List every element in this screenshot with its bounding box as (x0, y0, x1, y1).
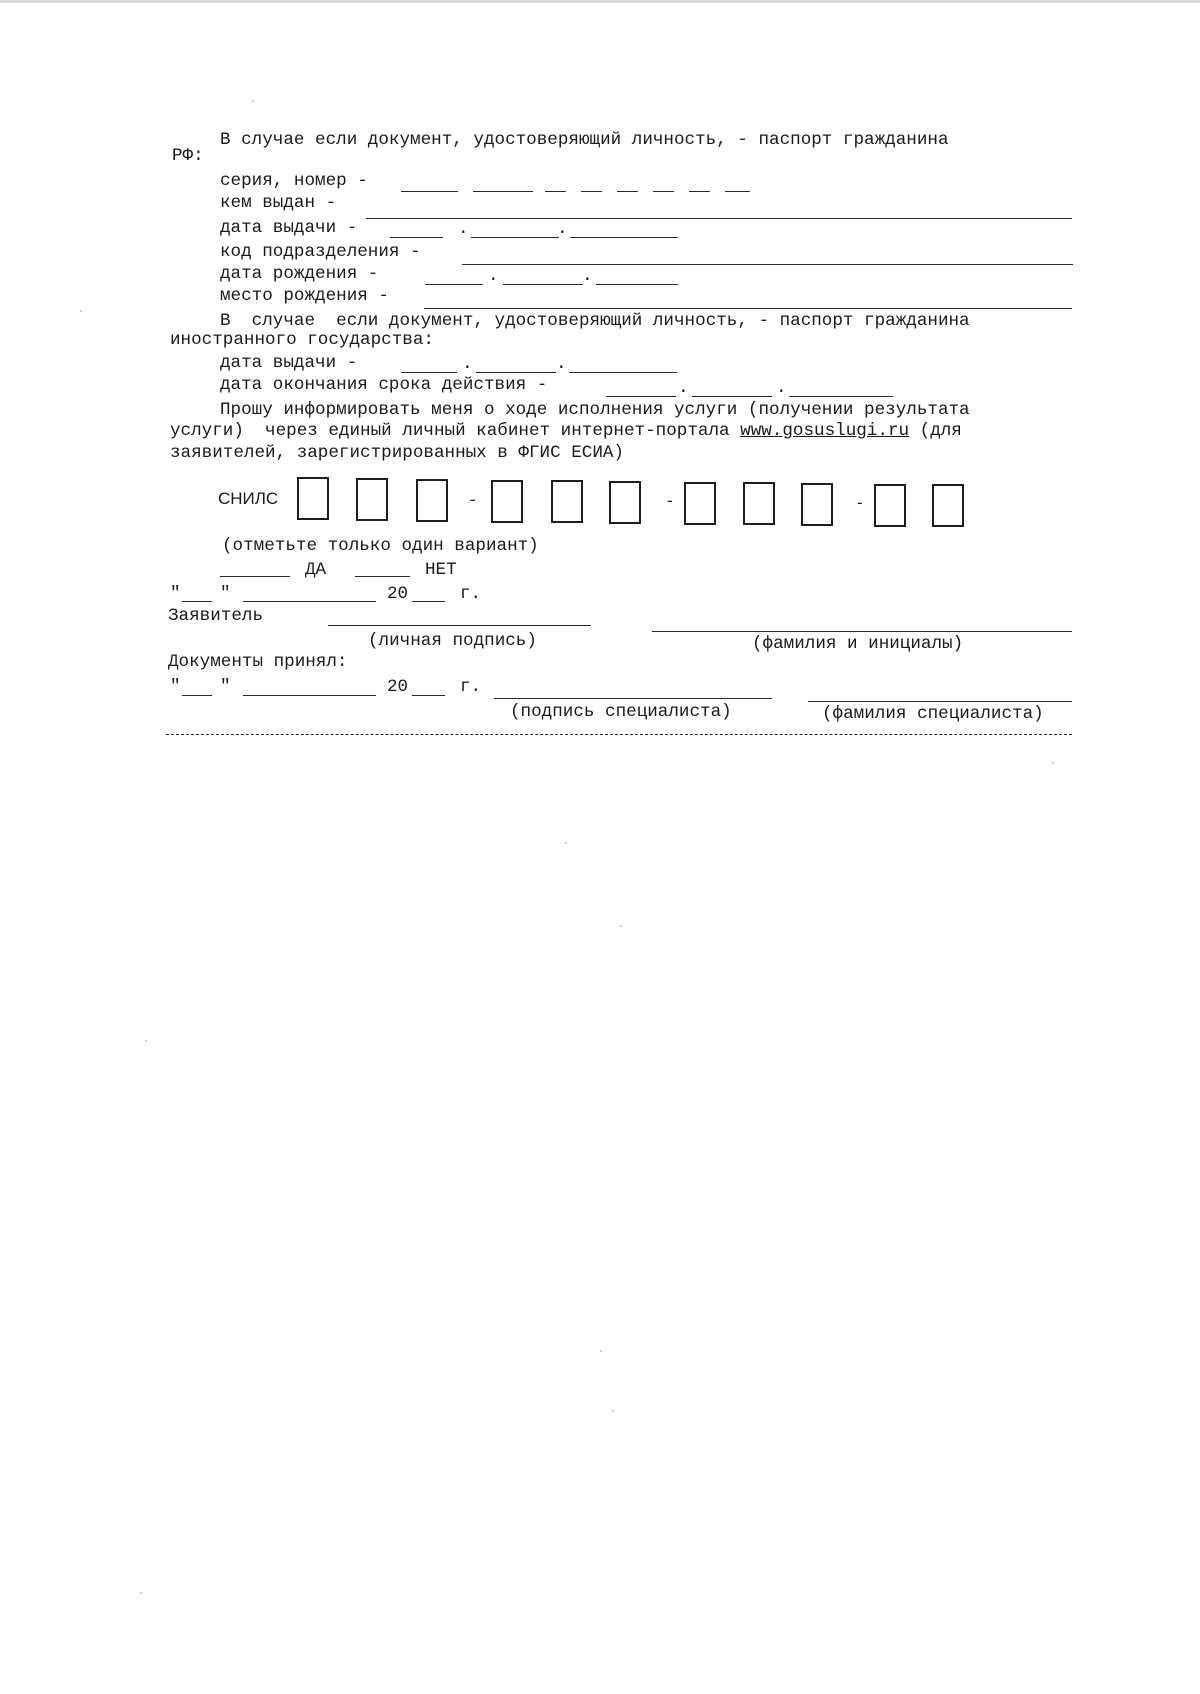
foreign-passport-intro: В случае если документ, удостоверяющий личность, - паспорт гражданина (220, 311, 970, 331)
foreign-issue-date-day[interactable] (401, 372, 457, 373)
number-field-2[interactable] (581, 191, 602, 192)
snils-digit-7[interactable] (684, 482, 716, 525)
applicant-label: Заявитель (168, 606, 264, 626)
number-field-4[interactable] (653, 191, 674, 192)
inform-line-2-tail: (для (909, 421, 962, 441)
issue-date-month[interactable] (471, 237, 559, 238)
scan-speck (145, 1040, 147, 1042)
accepted-year-field[interactable] (412, 695, 445, 696)
docs-accepted-label: Документы принял: (168, 652, 348, 672)
date-dot: . (488, 266, 499, 286)
snils-digit-3[interactable] (416, 479, 448, 522)
snils-digit-8[interactable] (743, 482, 775, 525)
scan-speck (600, 1350, 602, 1352)
date-dot: . (556, 354, 567, 374)
application-year-field[interactable] (412, 601, 445, 602)
date-dot: . (582, 266, 593, 286)
number-field-1[interactable] (545, 191, 566, 192)
foreign-issue-date-label: дата выдачи - (220, 353, 358, 373)
snils-digit-10[interactable] (874, 484, 906, 527)
specialist-signature-caption: (подпись специалиста) (510, 702, 732, 722)
foreign-issue-date-year[interactable] (569, 372, 677, 373)
series-field-2[interactable] (473, 191, 533, 192)
snils-digit-6[interactable] (609, 481, 641, 524)
year-prefix: 20 (387, 584, 409, 604)
snils-separator: - (667, 491, 673, 510)
snils-digit-11[interactable] (932, 484, 964, 527)
portal-link[interactable]: www.gosuslugi.ru (740, 421, 910, 441)
birth-date-day[interactable] (425, 284, 483, 285)
quote-close: " (220, 584, 231, 604)
specialist-surname-caption: (фамилия специалиста) (822, 704, 1044, 724)
date-dot: . (557, 219, 568, 239)
rf-passport-intro: В случае если документ, удостоверяющий личность, - паспорт гражданина (220, 130, 949, 150)
birth-place-label: место рождения - (220, 286, 389, 306)
snils-digit-4[interactable] (491, 480, 523, 523)
division-code-field[interactable] (462, 264, 1073, 265)
number-field-5[interactable] (689, 191, 710, 192)
issue-date-day[interactable] (390, 237, 443, 238)
specialist-name-field[interactable] (808, 701, 1072, 702)
birth-place-field[interactable] (424, 308, 1072, 309)
expiry-date-year[interactable] (789, 396, 893, 397)
scan-speck (140, 1592, 142, 1594)
yes-mark-field[interactable] (220, 576, 290, 577)
series-number-label: серия, номер - (220, 171, 368, 191)
snils-digit-5[interactable] (551, 480, 583, 523)
no-mark-field[interactable] (355, 576, 410, 577)
scan-top-edge (0, 0, 1200, 3)
series-field-1[interactable] (401, 191, 458, 192)
year-suffix: г. (460, 677, 482, 697)
no-option: НЕТ (425, 560, 457, 580)
inform-line-1: Прошу информировать меня о ходе исполнения услуги (получении результата (220, 400, 970, 420)
date-dot: . (458, 219, 469, 239)
scan-speck (252, 100, 254, 102)
birth-date-month[interactable] (503, 284, 583, 285)
expiry-date-month[interactable] (692, 396, 772, 397)
application-day-field[interactable] (182, 601, 212, 602)
quote-close: " (220, 677, 231, 697)
number-field-3[interactable] (617, 191, 638, 192)
scan-speck (1052, 762, 1054, 764)
issued-by-label: кем выдан - (220, 193, 337, 213)
foreign-issue-date-month[interactable] (476, 372, 556, 373)
quote-open: " (170, 584, 181, 604)
birth-date-year[interactable] (596, 284, 678, 285)
accepted-month-field[interactable] (243, 695, 376, 696)
number-field-6[interactable] (725, 191, 750, 192)
birth-date-label: дата рождения - (220, 264, 379, 284)
snils-digit-1[interactable] (297, 477, 329, 520)
applicant-signature-field[interactable] (328, 625, 591, 626)
personal-signature-caption: (личная подпись) (368, 631, 537, 651)
cut-line (166, 734, 1072, 735)
date-dot: . (776, 378, 787, 398)
issue-date-label: дата выдачи - (220, 218, 358, 238)
yes-option: ДА (305, 560, 327, 580)
snils-digit-2[interactable] (356, 478, 388, 521)
scan-speck (620, 925, 622, 927)
division-code-label: код подразделения - (220, 242, 421, 262)
rf-passport-intro-cont: РФ: (172, 146, 204, 166)
choose-one-note: (отметьте только один вариант) (222, 536, 539, 556)
scan-speck (612, 1410, 614, 1412)
date-dot: . (462, 354, 473, 374)
foreign-passport-intro-cont: иностранного государства: (170, 330, 434, 350)
accepted-day-field[interactable] (182, 695, 212, 696)
snils-separator: - (857, 493, 863, 512)
inform-line-2 (170, 421, 962, 441)
specialist-signature-field[interactable] (494, 698, 772, 699)
application-month-field[interactable] (243, 601, 376, 602)
year-prefix: 20 (387, 677, 409, 697)
expiry-date-label: дата окончания срока действия - (220, 375, 548, 395)
inform-line-3: заявителей, зарегистрированных в ФГИС ЕСИА) (170, 443, 624, 463)
issue-date-year[interactable] (570, 237, 678, 238)
snils-digit-9[interactable] (801, 483, 833, 526)
snils-label: СНИЛС (218, 489, 279, 508)
date-dot: . (678, 378, 689, 398)
year-suffix: г. (460, 584, 482, 604)
expiry-date-day[interactable] (606, 396, 676, 397)
surname-initials-caption: (фамилия и инициалы) (752, 634, 964, 654)
scan-speck (80, 310, 82, 312)
issued-by-field[interactable] (366, 218, 1072, 219)
inform-line-2-text: услуги) через единый личный кабинет интернет-портала (170, 421, 741, 441)
scan-speck (565, 842, 567, 844)
snils-separator: - (470, 490, 476, 509)
quote-open: " (170, 677, 181, 697)
applicant-name-field[interactable] (652, 631, 1072, 632)
